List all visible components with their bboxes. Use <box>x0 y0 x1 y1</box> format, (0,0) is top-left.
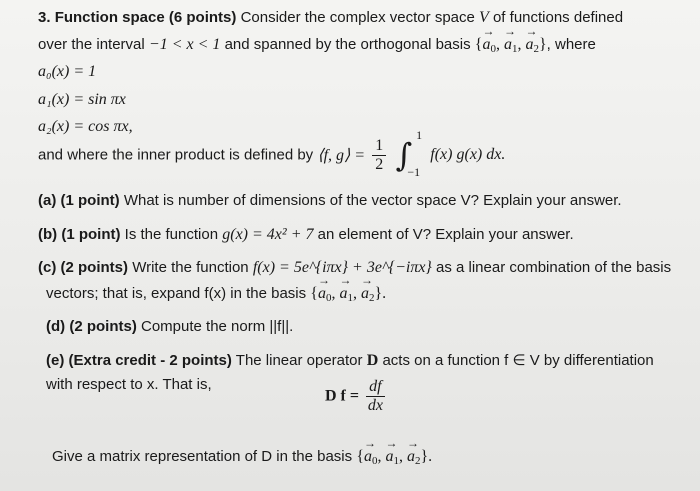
integrand: f(x) g(x) dx. <box>430 146 506 163</box>
part-e-final-text: Give a matrix representation of D in the basis <box>52 448 353 465</box>
part-c-text-b: as a linear combination of the basis <box>436 259 672 276</box>
interval-line <box>38 36 596 55</box>
problem-number: 3. <box>38 9 51 26</box>
part-a-points: (1 point) <box>60 192 120 209</box>
part-a-label: (a) <box>38 192 57 209</box>
interval-value: −1 < x < 1 <box>148 36 221 53</box>
part-e-points: (Extra credit - 2 points) <box>68 352 232 369</box>
basis-a2: a₂(x) = cos πx, <box>38 118 133 135</box>
part-e-basis: {→ $a_0$, → $a_1$, → $a_2$}. <box>356 448 432 465</box>
part-e <box>46 351 654 370</box>
derivative-equation <box>325 378 388 415</box>
part-e-text-a: The linear operator <box>235 352 363 369</box>
part-e-line2: with respect to x. That is, <box>46 376 212 393</box>
interval-text: over the interval <box>38 36 145 53</box>
integral-lower: −1 <box>407 165 421 179</box>
part-c-function: f(x) = 5e^{iπx} + 3e^{−iπx} <box>252 259 432 276</box>
basis-a0: a₀(x) = 1 <box>38 63 97 80</box>
half-fraction <box>372 137 386 174</box>
part-d <box>46 318 293 335</box>
part-d-text: Compute the norm ||f||. <box>141 318 294 335</box>
problem-points: (6 points) <box>168 9 237 26</box>
derivative-fraction <box>366 378 384 415</box>
part-a <box>38 192 622 209</box>
part-b-text-b: an element of V? Explain your answer. <box>317 226 574 243</box>
part-c-line2-text: vectors; that is, expand f(x) in the basis <box>46 285 307 302</box>
spanned-text: and spanned by the orthogonal basis <box>224 36 471 53</box>
where-text: , where <box>546 36 596 53</box>
basis-a1: a₁(x) = sin πx <box>38 91 126 108</box>
integral-sign: ∫ 1 −1 <box>395 128 423 179</box>
derivative-numerator: df <box>366 378 384 397</box>
inner-product-text: and where the inner product is defined by <box>38 146 314 164</box>
part-e-text-b: acts on a function f ∈ V by differentiation <box>382 352 654 369</box>
part-c-points: (2 points) <box>60 259 129 276</box>
integral-upper: 1 <box>416 128 423 142</box>
part-c-text-a: Write the function <box>132 259 249 276</box>
part-c-basis: {→ $a_0$, → $a_1$, → $a_2$}. <box>310 285 386 302</box>
part-b-function: g(x) = 4x² + 7 <box>222 226 314 243</box>
space-symbol: V <box>479 9 489 26</box>
derivative-lhs: D f = <box>325 387 359 405</box>
part-d-label: (d) <box>46 318 66 335</box>
derivative-denominator: dx <box>367 397 383 414</box>
basis-set: {→ $a_0$, → $a_1$, → $a_2$} <box>475 36 547 53</box>
part-d-points: (2 points) <box>69 318 137 335</box>
part-a-text: What is number of dimensions of the vector space V? Explain your answer. <box>123 192 622 209</box>
part-b <box>38 226 574 244</box>
problem-title: Function space <box>54 9 165 26</box>
intro-text-a: Consider the complex vector space <box>240 9 475 26</box>
part-b-points: (1 point) <box>61 226 121 243</box>
fraction-numerator: 1 <box>372 137 386 156</box>
part-c-line2 <box>46 285 386 304</box>
part-b-text-a: Is the function <box>124 226 219 243</box>
intro-text-b: of functions defined <box>492 9 624 26</box>
part-b-label: (b) <box>38 226 58 243</box>
part-e-final <box>52 448 432 467</box>
inner-product-lhs: ⟨f, g⟩ = <box>317 147 366 164</box>
part-c <box>38 259 671 277</box>
part-e-operator: D <box>366 352 379 369</box>
part-c-label: (c) <box>38 259 57 276</box>
part-e-label: (e) <box>46 352 65 369</box>
fraction-denominator: 2 <box>375 155 384 173</box>
inner-product-line <box>38 128 506 186</box>
